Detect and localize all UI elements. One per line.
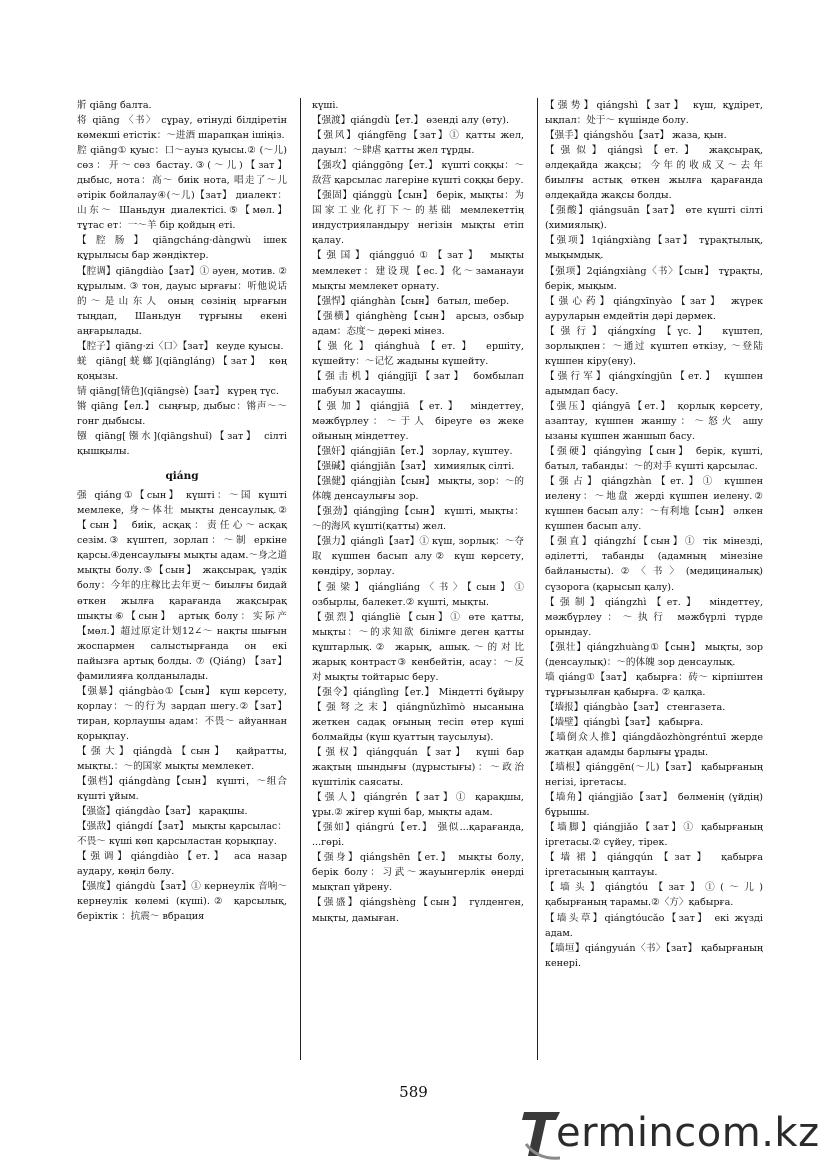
termincom-logo [520,1104,820,1162]
dictionary-entry: 【强调】qiángdiào【ет.】 аса назар аудару, көңіл бөлу. [77,851,287,878]
dictionary-entry: 【强直】qiángzhí【сын】① тік мінезді, әділетті, табанды (адамның мінезіне байланысты).②〈书〉(медициналық) сүзорога (қарысып қалу). [545,536,763,593]
dictionary-entry: 【强盗】qiángdào【зат】 қарақшы. [77,806,248,818]
dictionary-entry: 【强烈】qiángliè【сын】① өте қатты, мықты：～的求知欲 білімге деген қатты құштарлық.② жарық, ашық.～的对比 жарық контраст③ кенбейтін, асау：～反对 мықты тойтарыс беру. [312,611,524,683]
dictionary-entry: 【墙裙】qiángqún【зат】 қабырға іргетасының қаптауы. [545,852,763,879]
dictionary-entry: 【强酸】qiángsuān【зат】 өте күшті сілті (химиялық). [545,205,763,232]
dictionary-entry: 【墙报】qiángbào【зат】 стенгазета. [545,701,726,713]
dictionary-entry: 蜣 qiāng[蜣螂](qiāngláng)【зат】 көң қоңызы. [77,355,287,382]
dictionary-entry: 【墙角】qiángjiǎo【зат】 бөлменің (үйдің) бұрышы. [545,792,763,819]
dictionary-entry: 斨 qiāng балта. [77,100,152,111]
dictionary-entry: 将 qiāng 〈书〉 сұрау, өтінуді білдіретін көмекші етістік：～进酒 шарапқан ішіңіз. [77,115,287,142]
dictionary-entry: 【强项】2qiángxiàng〈书〉【сын】 тұрақты, берік, мықым. [545,265,763,292]
dictionary-entry: күші. [312,100,339,111]
dictionary-entry: 【强力】qiánglì【зат】① күш, зорлық：～夺取 күшпен басып алу② күш көрсету, көндіру, зорлау. [312,536,524,578]
dictionary-entry: 【强手】qiángshǒu【зат】 жаза, қын. [545,130,727,142]
dictionary-entry: 【强权】qiángquán【зат】 күші бар жақтың шындығы (дұрыстығы)：～政治 күштілік саясаты. [312,747,524,789]
dictionary-entry: 【强攻】qiánggōng【ет.】 күшті соққы：～敌营 қарсылас лагеріне күшті соққы беру. [312,160,524,187]
dictionary-entry: 【墙垣】qiángyuán〈书〉【зат】 қабырғаның кенері. [545,942,763,969]
dictionary-entry: 【强击机】qiángjījī【зат】 бомбылап шабуыл жасаушы. [312,370,524,397]
dictionary-entry: 【强制】qiángzhì【ет.】 міндеттеу, мәжбүрлеу：～执行 мәжбүрлі түрде орындау. [545,596,763,638]
dictionary-entry: 【墙脚】qiángjiǎo【зат】① қабырғаның іргетасы.② сүйеу, тірек. [545,822,763,849]
dictionary-entry: 墙 qiáng①【зат】 қабырға：砖～ кірпіштен тұрғызылған қабырға. ② қалқа. [545,671,763,698]
column-divider [537,98,538,1060]
dictionary-entry: 【强悍】qiánghàn【сын】 батыл, шебер. [312,295,510,307]
dictionary-entry: 【强化】qiánghuà【ет.】 ершіту, күшейту：～记忆 жадыны күшейту. [312,340,524,367]
dictionary-entry: 【墙头草】qiángtóucǎo【зат】 екі жүзді адам. [545,912,763,939]
dictionary-entry: 【强健】qiángjiàn【сын】 мықты, зор：～的体魄 денсаулығы зор. [312,476,524,503]
dictionary-entry: 锵 qiāng【ел.】 сыңғыр, дыбыс：锵声～～ гонг дыбысы. [77,400,287,427]
dictionary-entry: 【腔子】qiāng·zi〈口〉【зат】 кеуде қуысы. [77,340,284,352]
dictionary-entry: 【强行军】qiángxíngjūn【ет.】 күшпен адымдап басу. [545,370,763,397]
dictionary-entry: 【强身】qiángshēn【ет.】 мықты болу, берік болу：习武～жауынгерлік өнерді мықтап үйрену. [312,852,524,894]
dictionary-entry: 【强行】qiángxíng【үс.】 күштеп, зорлықпен：～通过 күштеп өткізу, ～登陆 күшпен кіру(ену). [545,325,763,367]
dictionary-entry: 【强暴】qiángbào①【сын】 күш көрсету, қорлау：～的行为 зардап шегу.②【зат】 тиран, қорлаушы адам：不畏～ айуаннан қорықпау. [77,685,287,742]
dictionary-entry: 【强压】qiángyā【ет.】 қорлық көрсету, азаптау, күшпен жаншу：～怒火 ашу ызаны күшпен жаншып басу. [545,400,763,443]
dictionary-entry: 【强档】qiángdàng【сын】 күшті，～组合 күшті ұйым. [77,776,287,803]
dictionary-entry: 【强盛】qiángshèng【сын】 гүлденген, мықты, дамыған. [312,897,524,924]
page-number: 589 [399,1083,428,1101]
dictionary-entry: 【强梁】qiángliáng〈书〉【сын】① озбырлы, балекет.② күшті, мықты. [312,581,524,608]
dictionary-entry: 【强渡】qiángdù【ет.】 өзенді алу (өту). [312,115,510,127]
dictionary-entry: 【强壮】qiángzhuàng①【сын】 мықты, зор (денсаулық)：～的体魄 зор денсаулық. [545,641,763,668]
dictionary-entry: 【强项】1qiángxiàng【зат】 тұрақтылық, мықымдық. [545,235,763,262]
dictionary-entry: 【强固】qiánggù【сын】 берік, мықты：为国家工业化打下～的基础 мемлекеттің индустрияландыру негізін мықты етіп қалау. [312,190,524,247]
dictionary-entry: 【强碱】qiángjiǎn【зат】 химиялық сілті. [312,461,515,473]
section-heading: qiáng [165,470,199,483]
column-left [77,98,287,925]
column-middle [312,98,524,926]
dictionary-entry: 【强风】qiángfēng【зат】① қатты жел, дауыл：～肆虐 қатты жел тұрды. [312,130,524,157]
dictionary-entry: 【强度】qiángdù【зат】① кернеулік 音响～ кернеулік көлемі (күші).② қарсылық, беріктік ：抗震～ вбрация [77,881,287,923]
dictionary-entry: 【墙倒众人推】qiángdǎozhòngréntuī жерде жатқан адамды барлығы ұрады. [545,731,763,759]
dictionary-entry: 【强国】qiángguó①【зат】 мықты мемлекет：建设现【ес.】化～заманауи мықты мемлекет орнату. [312,250,524,292]
dictionary-entry: 强 qiáng①【сын】 күшті：～国 күшті мемлеке, 身～体壮 мықты денсаулық.②【сын】 биік, асқақ：责任心～асқақ сезім.③ күштеп, зорлап：～制 еркіне қарсы.④денсаулығы мықты адам.～身之道 мықты болу.⑤【сын】 жақсырақ, үздік болу：今年的庄稼比去年更～ биылғы бидай өткен жылға қарағанда жақсырақ шықты⑥【сын】 артық болу：实际产【мөл.】超过原定计划12∠～ нақты шығын жоспармен салыстырғанда он екі пайызға артық болды. ⑦ (Qiáng) 【зат】 фамилияға қолданылады. [77,490,287,682]
column-right [545,98,763,971]
watermark-text: ermincom.kz [556,1110,820,1156]
dictionary-entry: 【强心药】qiángxīnyào【зат】 жүрек ауруларын емдейтін дәрі дәрмек. [545,295,763,322]
dictionary-entry: 【强占】qiángzhàn【ет.】① күшпен иелену：～地盘 жерді күшпен иелену.② күшпен басып алу：～有利地【сын】 әлкен күшпен басып алу. [545,476,763,533]
dictionary-entry: 【强横】qiánghèng【сын】 арсыз, озбыр адам：态度～ дөрекі мінез. [312,310,524,337]
dictionary-entry: 【强势】qiángshì【зат】 күш, құдірет, ықпал：处于～ күшінде болу. [545,100,763,127]
dictionary-entry: 【墙根】qiánggēn(～儿)【зат】 қабырғаның негізі, іргетасы. [545,762,763,789]
dictionary-entry: 【墙壁】qiángbì【зат】 қабырға. [545,716,704,728]
dictionary-entry: 【强加】qiángjiā【ет.】 міндеттеу, мәжбүрлеу：～于人 біреуге өз жеке ойының міндеттеу. [312,400,524,443]
dictionary-entry: 【强大】qiángdà【сын】 қайратты, мықты.：～的国家 мықты мемлекет. [77,745,287,773]
dictionary-entry: 【腔肠】qiāngcháng·dàngwù ішек құрылысы бар жәндіктер. [77,235,287,262]
dictionary-entry: 【强人】qiángrén【зат】① қарақшы, ұры.② жігер күші бар, мықты адам. [312,792,524,819]
dictionary-entry: 【腔调】qiāngdiào【зат】① әуен, мотив. ② құрылым. ③ тон, дауыс ырғағы：听他说话的～是山东人 оның сөзінің ырғағын тыңдап, Шаньдун тұрғыны екені аңғарылады. [77,265,287,337]
dictionary-entry: 【墙头】qiángtóu【зат】①(～儿) қабырғаның тарамы.②〈方〉қабырға. [545,882,763,909]
dictionary-entry: 【强敌】qiángdí【зат】 мықты қарсылас：不畏～ күші көп қарсыластан қорықпау. [77,821,287,848]
dictionary-entry: 【强令】qiánglìng【ет.】 Міндетті бұйыру【强弩之末】qiángnǔzhīmò нысанына жеткен садақ оғының тесіп өтер күші болмайды (күш қуаттың таусылуы). [312,686,524,743]
dictionary-entry: 【强如】qiángrú【ет.】 强似...қарағанда, ...гөрі. [312,822,524,849]
dictionary-entry: 锖 qiāng[锖色](qiāngsè)【зат】 күрең түс. [77,385,279,397]
dictionary-entry: 【强奸】qiángjiān【ет.】 зорлау, күштеу. [312,446,513,458]
dictionary-entry: 【强劲】qiángjìng【сын】 күшті, мықты：～的海风 күшті(қатты) жел. [312,506,524,533]
dictionary-entry: 【强似】qiángsì【ет.】 жақсырақ, әлдеқайда жақсы；今年的收成又～去年 биылғы астық өткен жылға қарағанда әлдеқайда жақсы болды. [545,145,763,202]
dictionary-entry: 腔 qiāng① қуыс：口～ауыз қуысы.② (～儿) сөз：开～сөз бастау.③(～儿)【зат】 дыбыс, нота：高～ биік нота, 唱走了～儿 әтірік бойлалау④(～儿)【зат】 диалект：山东～ Шаньдун диалектісі.⑤【мөл.】 тұтас ет：一～羊 бір қойдың еті. [77,145,287,232]
dictionary-entry: 【强硬】qiángyìng【сын】 берік, күшті, батыл, табанды：～的对手 күшті қарсылас. [545,446,763,473]
column-divider [300,98,301,1060]
dictionary-entry: 镪 qiāng[镪水](qiāngshuǐ)【зат】 сілті қышқылы. [77,431,287,458]
